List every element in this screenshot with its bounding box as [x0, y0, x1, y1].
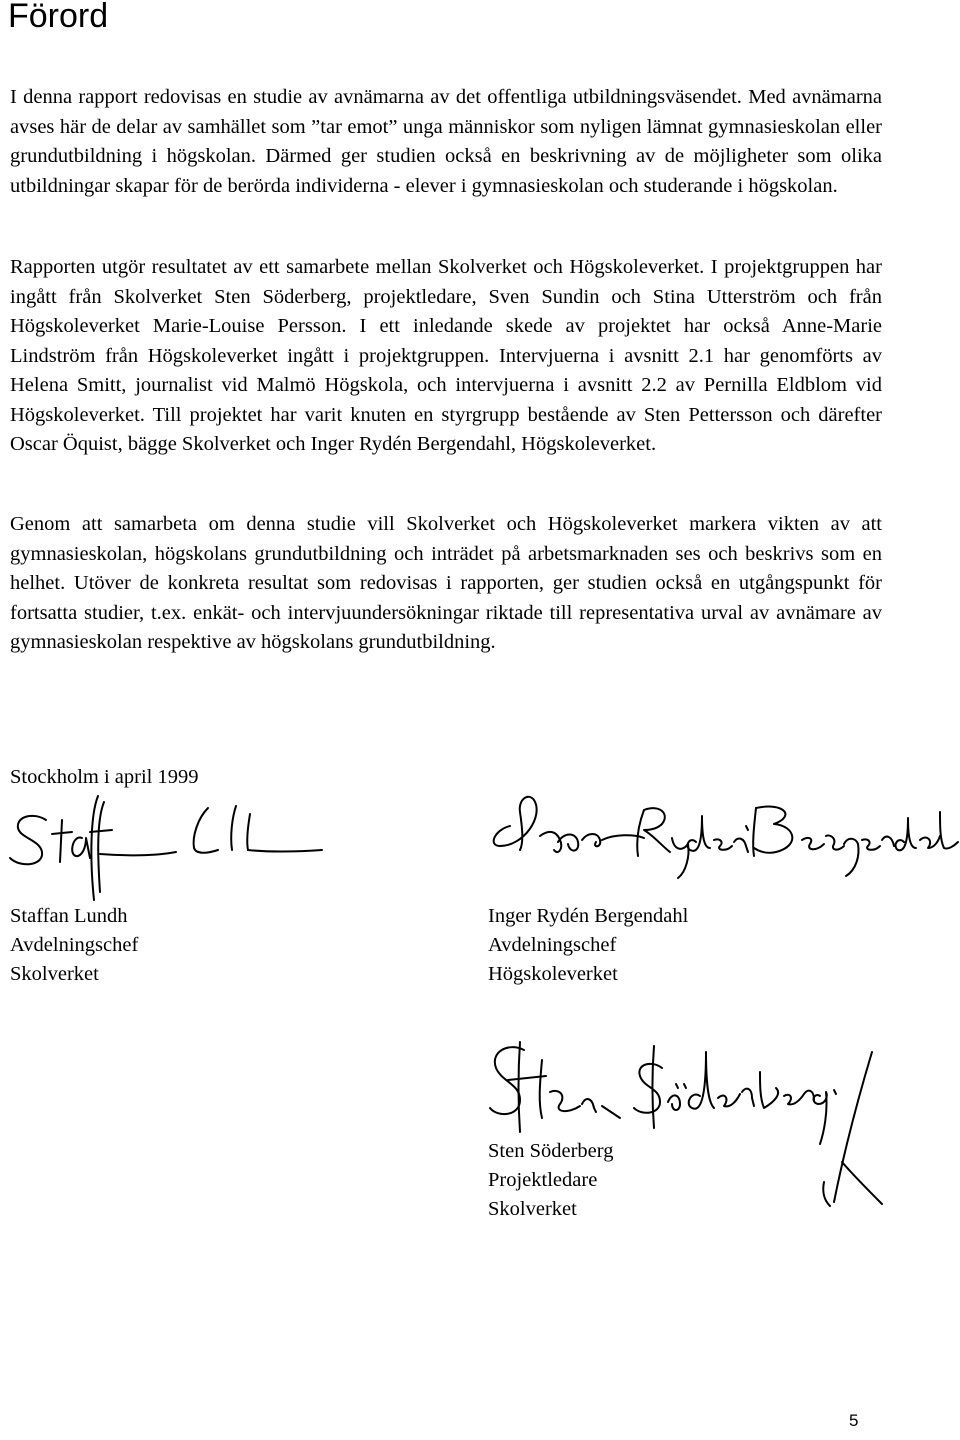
- page-title: Förord: [8, 0, 109, 35]
- signatory-name: Staffan Lundh: [10, 905, 128, 927]
- place-date: Stockholm i april 1999: [10, 766, 199, 788]
- signatory-block: [488, 1137, 613, 1224]
- paragraph-purpose: Genom att samarbeta om denna studie vill Skolverket och Högskoleverket markera vikten av att gymnasieskolan, högskolans grundutbildning och inträdet på arbetsmarknaden ses och beskrivs som en helhet. Utöver de konkreta resultat som redovisas i rapporten, ger studien också en utgångspunkt för fortsatta studier, t.ex. enkät- och intervjuundersökningar riktade till representativa urval av avnämare av gymnasieskolan respektive av högskolans grundutbildning.: [10, 513, 882, 653]
- signatory-name: Sten Söderberg: [488, 1140, 614, 1162]
- signatory-title: Avdelningschef: [10, 934, 139, 956]
- signatory-block: [10, 902, 138, 989]
- paragraph-collaboration: Rapporten utgör resultatet av ett samarbete mellan Skolverket och Högskoleverket. I projektgruppen har ingått från Skolverket Sten Söderberg, projektledare, Sven Sundin och Stina Utterström och från Högskoleverket Marie-Louise Persson. I ett inledande skede av projektet har också Anne-Marie Lindström från Högskoleverket ingått i projektgruppen. Intervjuerna i avsnitt 2.1 har genomförts av Helena Smitt, journalist vid Malmö Högskola, och intervjuerna i avsnitt 2.2 av Pernilla Eldblom vid Högskoleverket. Till projektet har varit knuten en styrgrupp bestående av Sten Pettersson och därefter Oscar Öquist, bägge Skolverket och Inger Rydén Bergendahl, Högskoleverket.: [10, 256, 882, 455]
- signatory-org: Högskoleverket: [488, 963, 618, 985]
- signatory-org: Skolverket: [488, 1198, 577, 1220]
- signatory-title: Projektledare: [488, 1169, 598, 1191]
- signatory-org: Skolverket: [10, 963, 99, 985]
- paragraph-intro: I denna rapport redovisas en studie av avnämarna av det offentliga utbildningsväsendet. Med avnämarna avses här de delar av samhället som ”tar emot” unga människor som nyligen lämnat gymnasieskolan eller grundutbildning i högskolan. Därmed ger studien också en beskrivning av de möjligheter som olika utbildningar skapar för de berörda individerna - elever i gymnasieskolan och studerande i högskolan.: [10, 86, 882, 197]
- signatory-block: [488, 902, 688, 989]
- signature-inger-ryden-bergendahl: [484, 786, 960, 886]
- signatory-title: Avdelningschef: [488, 934, 617, 956]
- page-number: 5: [849, 1411, 859, 1430]
- signatory-name: Inger Rydén Bergendahl: [488, 905, 689, 927]
- signature-staffan-lundh: [6, 792, 326, 902]
